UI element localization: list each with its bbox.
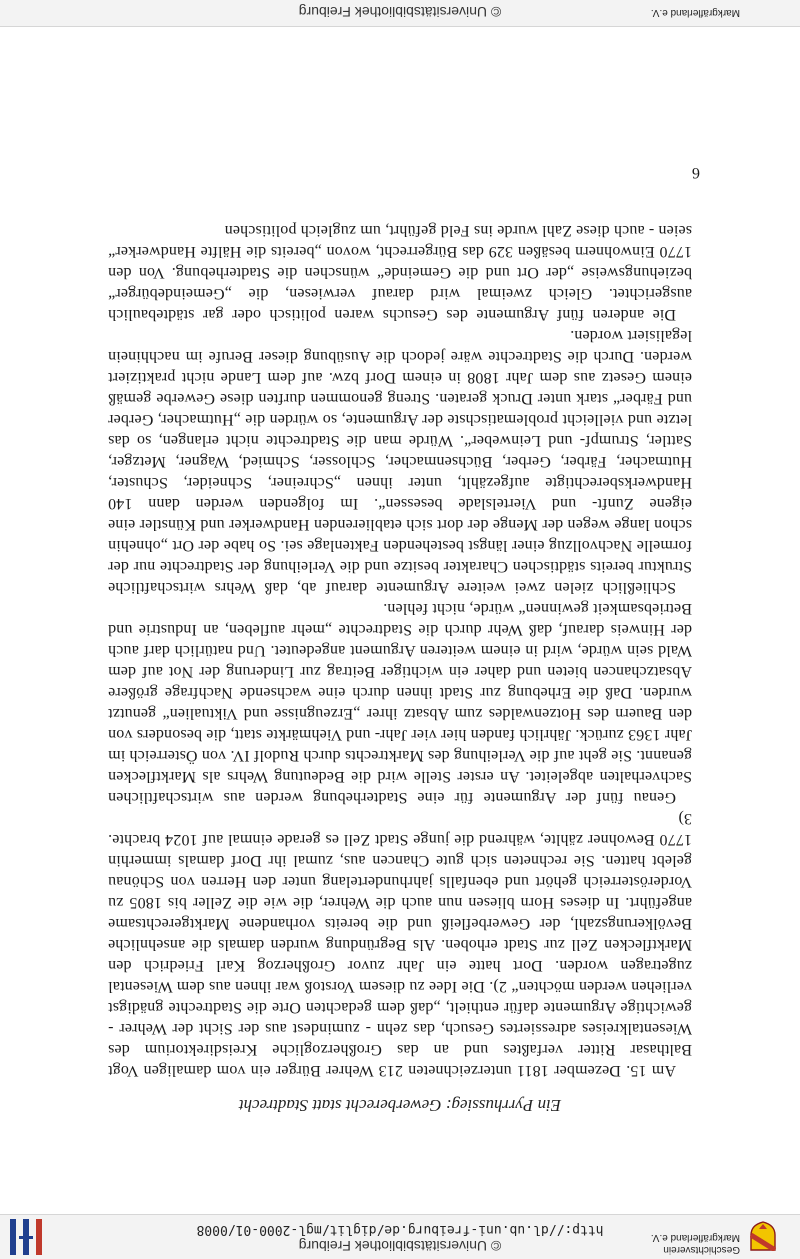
- society-name-footer: Markgräflerland e.V.: [650, 7, 740, 18]
- chapter-title: Ein Pyrrhussieg: Gewerberecht statt Stadtrecht: [238, 1096, 562, 1115]
- university-library-logo-icon: [6, 1217, 46, 1257]
- paragraph: Genau fünf der Argumente für eine Stadterhebung werden aus wirtschaftlichen Sachverhalten abgeleitet. An erster Stelle wird die Bedeutung Wehrs als Marktflecken genannt. Sie geht auf die Verleihung des Marktrechts durch Rudolf IV. von Österreich im Jahr 1363 zurück. Jährlich fanden hier vier Jahr- und Viehmärkte statt, die besonders von den Bauern des Hotzenwaldes zum Absatz ihrer „Erzeugnisse und Viktualien“ genutzt wurden. Daß die Erhebung zur Stadt ihnen durch eine wachsende Nachfrage größere Absatzchancen bieten und daher ein wichtiger Beitrag zur Linderung der Not auf dem Wald sein würde, wird in einem weiteren Argument angedeutet. Und natürlich darf auch der Hinweis darauf, daß Wehr durch die Stadtrechte „mehr aufleben, an Industrie und Betriebsamkeit gewinnen“ würde, nicht fehlen.: [108, 600, 692, 806]
- body-text: [108, 220, 692, 1081]
- page-number: 6: [692, 164, 700, 181]
- society-name: Geschichtsverein Markgräflerland e.V.: [650, 1232, 740, 1255]
- library-header-bar: [0, 1214, 800, 1259]
- copyright-text-footer: © Universitätsbibliothek Freiburg: [298, 4, 502, 20]
- library-footer-bar: [0, 0, 800, 27]
- permalink-url[interactable]: http://dl.ub.uni-freiburg.de/diglit/mgl-2000-01/0008: [196, 1222, 604, 1237]
- paragraph: Am 15. Dezember 1811 unterzeichneten 213 Wehrer Bürger ein vom damaligen Vogt Balthasar Ritter verfaßtes und an das Großherzogliche Kreisdirektorium des Wiesentalkreises adressiertes Gesuch, das zehn - zumindest aus der Sicht der Wehrer - gewichtige Argumente dafür enthielt, „daß dem gedachten Orte die Stadtrechte gnädigst verliehen werden möchten“ 2). Die Idee zu diesem Vorstoß war ihnen aus dem Wiesental zugetragen worden. Dort hatte ein Jahr zuvor Großherzog Karl Friedrich den Marktflecken Zell zur Stadt erhoben. Als Begründung wurden damals die ansehnliche Bevölkerungszahl, der Gewerbefleiß und die bereits vorhandene Marktgerechtsame angeführt. In dieses Horn bliesen nun auch die Wehrer, die wie die Zeller bis 1805 zu Vorderösterreich gehört und ebenfalls jahrhundertelang unter den Herren von Schönau gelebt hatten. Sie rechneten sich gute Chancen aus, zumal ihr Dorf damals immerhin 1770 Bewohner zählte, während die junge Stadt Zell es gerade einmal auf 1024 brachte. 3): [108, 810, 692, 1079]
- paragraph: Schließlich zielen zwei weitere Argumente darauf ab, daß Wehrs wirtschaftliche Struktur bereits städtischen Charakter besitze und die Verleihung der Stadtrechte nur der formelle Nachvollzug einer längst bestehenden Faktenlage sei. So habe der Ort „ohnehin schon lange wegen der Menge der dort sich etablierenden Handwerker und Künstler eine eigene Zunft- und Viertelslade besessen“. Im folgenden werden dann 140 Handwerksberechtigte aufgezählt, unter ihnen „Schreiner, Schneider, Schuster, Hutmacher, Färber, Gerber, Büchsenmacher, Schlosser, Schmied, Wagner, Metzger, Sattler, Strumpf- und Leinweber“. Würde man die Stadtrechte nicht erlangen, so das letzte und vielleicht problematischste der Argumente, so würden die „Hutmacher, Gerber und Färber“ stark unter Druck geraten. Streng genommen durften diese Gewerbe gemäß einem Gesetz aus dem Jahr 1808 in einem Dorf bzw. auf dem Lande nicht praktiziert werden. Durch die Stadtrechte wäre jedoch die Ausübung dieser Berufe im nachhinein legalisiert worden.: [108, 327, 692, 596]
- paragraph: Die anderen fünf Argumente des Gesuchs waren politisch oder gar städtebaulich ausgerichtet. Gleich zweimal wird darauf verwiesen, die „Gemeindebürger“ beziehungsweise „der Ort und die Gemeinde“ wünschen die Stadterhebung. Von den 1770 Einwohnern besäßen 329 das Bürgerrecht, wovon „bereits die Hälfte Handwerker“ seien - auch diese Zahl wurde ins Feld geführt, um zugleich politischen: [108, 222, 692, 323]
- copyright-text: © Universitätsbibliothek Freiburg: [298, 1238, 502, 1254]
